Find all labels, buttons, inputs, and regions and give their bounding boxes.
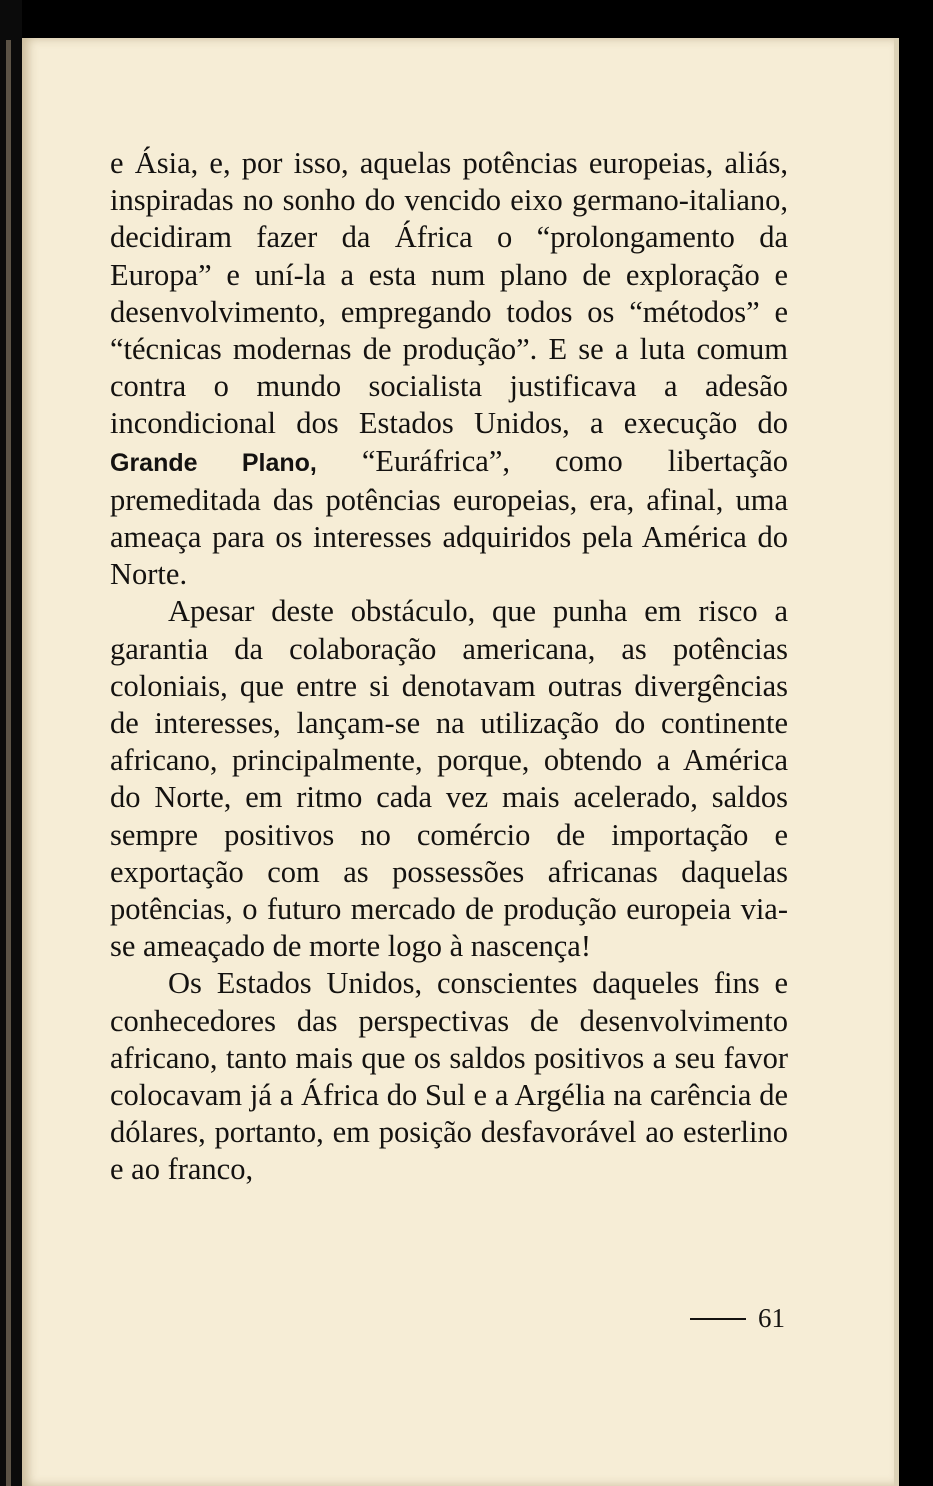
folio-rule bbox=[690, 1318, 746, 1320]
grande-plano-term: Grande Plano, bbox=[110, 448, 317, 477]
paragraph-2-text: Apesar deste obstáculo, que punha em risco a garantia da colaboração americana, as potências coloniais, que entre si denotavam outras divergências de interesses, lançam-se na utilização do continente africano, principalmente, porque, obtendo a América do Norte, em ritmo cada vez mais acelerado, saldos sempre positivos no comércio de importação e exportação com as possessões africanas daquelas potências, o futuro mercado de produção europeia via-se ameaçado de morte logo à nascença! bbox=[110, 594, 788, 964]
paragraph-2 bbox=[110, 593, 788, 965]
book-spine-shadow bbox=[0, 0, 22, 1486]
page-footer bbox=[640, 1303, 785, 1334]
page-number: 61 bbox=[758, 1303, 785, 1333]
page-edge bbox=[894, 38, 899, 1486]
body-text bbox=[110, 145, 788, 1189]
paragraph-3-text: Os Estados Unidos, conscientes daqueles fins e conhecedores das perspectivas de desenvolvimento africano, tanto mais que os saldos positivos a seu favor colocavam já a África do Sul e a Argélia na carência de dólares, portanto, em posição desfavorável ao esterlino e ao franco, bbox=[110, 966, 788, 1187]
paragraph-3 bbox=[110, 965, 788, 1188]
paragraph-1 bbox=[110, 145, 788, 593]
paragraph-1-text-a: e Ásia, e, por isso, aquelas potências europeias, aliás, inspiradas no sonho do vencido eixo germano-italiano, decidiram fazer da África o “prolongamento da Europa” e uní-la a esta num plano de exploração e desenvolvimento, empregando todos os “métodos” e “técnicas modernas de produção”. E se a luta comum contra o mundo socialista justificava a adesão incondicional dos Estados Unidos, a execução do bbox=[110, 146, 788, 441]
paragraph-1-text-b: “Euráfrica”, como libertação premeditada das potências europeias, era, afinal, uma ameaça para os interesses adquiridos pela América do Norte. bbox=[110, 443, 788, 592]
